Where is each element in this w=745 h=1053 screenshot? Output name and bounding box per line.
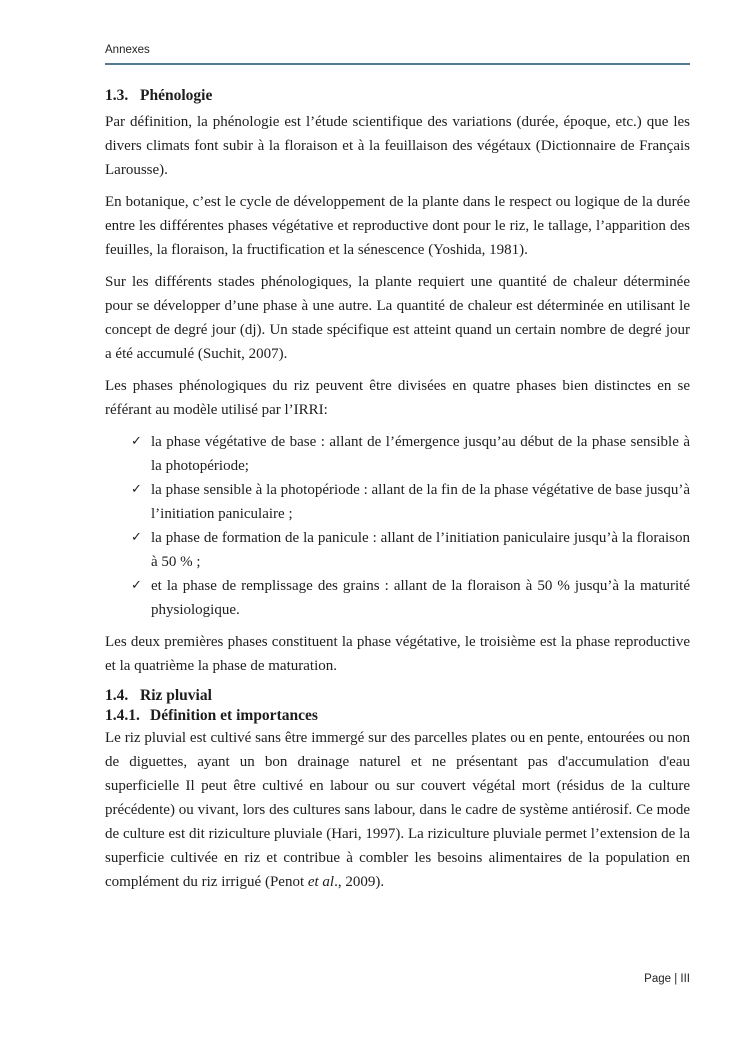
page-footer [644,973,690,985]
section-heading-1-4 [105,686,690,706]
heading-title: Riz pluvial [140,687,212,704]
list-item [105,430,690,478]
header-label: Annexes [105,44,150,56]
paragraph-botanique: En botanique, c’est le cycle de développement de la plante dans le respect ou logique de la durée entre les différentes phases végétative et reproductive dont pour le riz, le tallage, l’apparition des feuilles, la floraison, la fructification et la sénescence (Yoshida, 1981). [105,194,690,258]
paragraph-text-pre: Le riz pluvial est cultivé sans être immergé sur des parcelles plates ou en pente, entourées ou non de diguettes, ayant un bon drainage naturel et ne présentant pas d'accumulation d'eau superficielle Il peut être cultivé en labour ou sur couvert végétal mort (résidus de la culture précédente) ou vivant, lors des cultures sans labour, dans le cadre de système antiérosif. Ce mode de culture est dit riziculture pluviale (Hari, 1997). La riziculture pluviale permet l’extension de la superficie cultivée en riz et contribue à combler les besoins alimentaires de la population en complément du riz irrigué (Penot [105,730,690,890]
paragraph-text-italic: et al [307,874,335,890]
checkmark-icon: ✓ [131,530,142,545]
list-item [105,526,690,574]
list-item [105,478,690,526]
paragraph-riz-pluvial [105,726,690,894]
paragraph-text-post: ., 2009). [334,874,385,890]
section-heading-1-3 [105,86,690,106]
list-item-text: la phase végétative de base : allant de l’émergence jusqu’au début de la phase sensible à la photopériode; [151,434,690,474]
heading-number: 1.3. [105,87,129,104]
heading-title: Définition et importances [150,707,318,724]
header-rule [105,63,690,65]
page-header [105,44,690,65]
paragraph-definition: Par définition, la phénologie est l’étude scientifique des variations (durée, époque, etc.) que les divers climats font subir à la floraison et à la feuillaison des végétaux (Dictionnaire de Français Larousse). [105,114,690,178]
paragraph-closing: Les deux premières phases constituent la phase végétative, le troisième est la phase reproductive et la quatrième la phase de maturation. [105,634,690,674]
page-number: Page | III [644,973,690,985]
document-body [105,86,690,902]
heading-number: 1.4.1. [105,707,140,724]
paragraph-stades: Sur les différents stades phénologiques, la plante requiert une quantité de chaleur déterminée pour se développer d’une phase à une autre. La quantité de chaleur est déterminée en utilisant le concept de degré jour (dj). Un stade spécifique est atteint quand un certain nombre de degré jour a été accumulé (Suchit, 2007). [105,274,690,362]
checkmark-icon: ✓ [131,578,142,593]
heading-number: 1.4. [105,687,129,704]
heading-title: Phénologie [140,87,213,104]
phase-list [105,430,690,622]
checkmark-icon: ✓ [131,434,142,449]
list-item [105,574,690,622]
list-item-text: la phase de formation de la panicule : allant de l’initiation paniculaire jusqu’à la floraison à 50 % ; [151,530,690,570]
paragraph-quatre-phases: Les phases phénologiques du riz peuvent être divisées en quatre phases bien distinctes en se référant au modèle utilisé par l’IRRI: [105,378,690,418]
checkmark-icon: ✓ [131,482,142,497]
list-item-text: et la phase de remplissage des grains : allant de la floraison à 50 % jusqu’à la maturité physiologique. [151,578,690,618]
subsection-heading-1-4-1 [105,706,690,726]
list-item-text: la phase sensible à la photopériode : allant de la fin de la phase végétative de base jusqu’à l’initiation paniculaire ; [151,482,690,522]
